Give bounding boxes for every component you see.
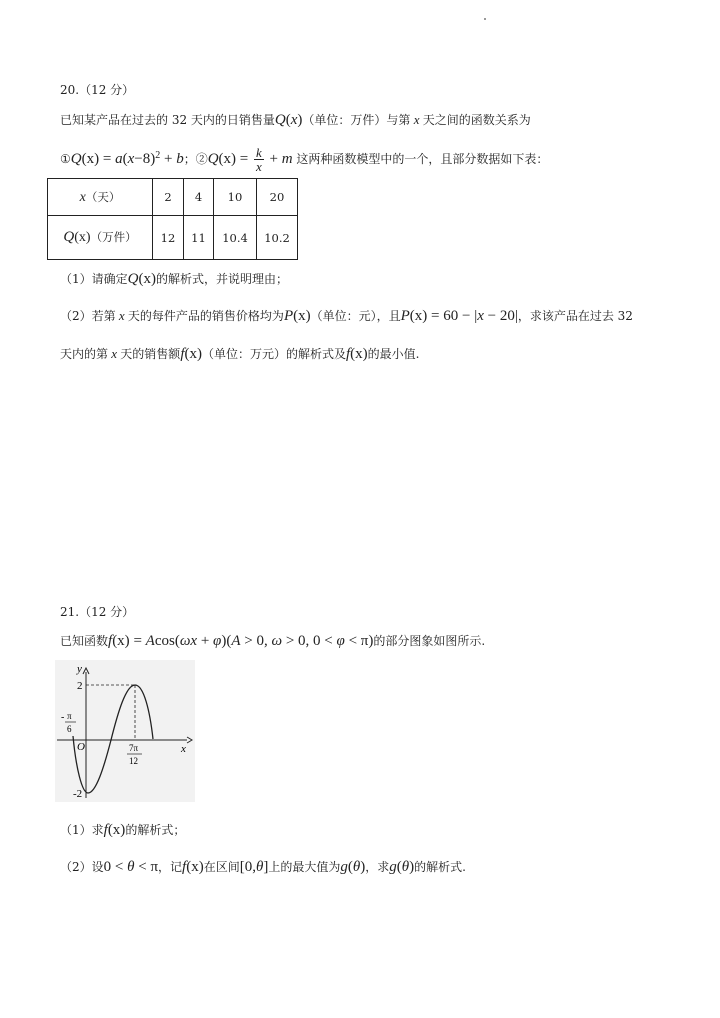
text-run: 的解析式. xyxy=(414,860,466,874)
math-cos: cos( xyxy=(154,633,180,649)
table-cell: 10.4 xyxy=(214,216,257,260)
text-run: 的部分图象如图所示. xyxy=(373,634,486,648)
math-m: m xyxy=(281,151,293,167)
right-tick-numerator: 7π xyxy=(129,743,139,753)
math-cond: 0 < xyxy=(103,859,128,875)
unit-label: （天） xyxy=(85,189,121,204)
math-Q: Q xyxy=(207,151,219,167)
table-cell: 20 xyxy=(257,179,298,216)
q20-heading: 20.（12 分） xyxy=(60,83,135,97)
math-x: x xyxy=(290,112,298,128)
q20-part1 xyxy=(60,269,288,289)
math-g: g xyxy=(340,859,348,875)
math-paren: ) xyxy=(360,859,366,875)
q20-statement-line1 xyxy=(60,110,531,130)
circled-one: ① xyxy=(60,152,71,166)
text-run: 天之间的函数关系为 xyxy=(422,113,531,127)
table-head-cell xyxy=(48,179,153,216)
math-f: f xyxy=(182,859,187,875)
math-P: P xyxy=(400,308,410,324)
table-row xyxy=(48,216,298,260)
math-arg: (x) xyxy=(112,633,130,649)
math-P: P xyxy=(283,308,294,324)
fraction-k-over-x xyxy=(254,146,264,173)
math-f: f xyxy=(108,633,113,649)
fraction-numerator: k xyxy=(256,145,262,160)
math-g: g xyxy=(389,859,397,875)
math-arg: (x) xyxy=(184,346,202,362)
math-a: a xyxy=(115,151,123,167)
q21-part2 xyxy=(60,857,466,877)
math-arg: (x) xyxy=(107,822,126,838)
math-arg: (x) xyxy=(186,859,204,875)
q21-heading: 21.（12 分） xyxy=(60,605,135,619)
math-eq: = xyxy=(129,633,146,649)
math-arg: (x) xyxy=(293,308,311,324)
math-cond: < π xyxy=(134,859,159,875)
table-cell: 11 xyxy=(184,216,214,260)
math-paren: ( xyxy=(285,112,291,128)
circled-two: ；② xyxy=(183,152,208,166)
min-value-label: -2 xyxy=(73,788,83,800)
math-arg: (x) xyxy=(218,151,237,167)
q20-models-line xyxy=(60,146,548,173)
math-interval: ] xyxy=(263,859,269,875)
math-theta: θ xyxy=(127,859,135,875)
math-A: A xyxy=(145,633,155,649)
math-x: x xyxy=(79,189,86,205)
math-eq: = xyxy=(236,151,253,167)
text-run: ，求 xyxy=(365,860,390,874)
left-tick-denominator: 6 xyxy=(67,724,72,734)
math-f: f xyxy=(180,346,185,362)
math-omega-x: ωx xyxy=(179,633,198,649)
math-A: A xyxy=(231,633,241,649)
math-f: f xyxy=(103,822,108,838)
math-paren: ) xyxy=(297,112,303,128)
text-run: （单位：万元）的解析式及 xyxy=(201,347,346,361)
text-run: 的最小值. xyxy=(367,347,420,361)
table-cell: 10.2 xyxy=(257,216,298,260)
math-paren: ) xyxy=(409,859,415,875)
table-cell: 2 xyxy=(153,179,184,216)
text-run: 天内的第 xyxy=(60,347,109,361)
math-phi: φ xyxy=(336,633,345,649)
scan-dot xyxy=(484,18,486,20)
math-omega: ω xyxy=(271,633,283,649)
math-f: f xyxy=(346,346,351,362)
math-Q: Q xyxy=(274,112,286,128)
fraction-denominator: x xyxy=(256,159,262,174)
math-x: x xyxy=(108,346,121,361)
text-run: ，求该产品在过去 32 xyxy=(517,309,633,323)
text-run: （2）设 xyxy=(60,860,104,874)
math-x: x xyxy=(127,151,135,167)
max-value-label: 2 xyxy=(77,680,83,692)
text-run: 天的销售额 xyxy=(120,347,181,361)
math-x: x xyxy=(115,308,128,323)
math-paren: ( xyxy=(347,859,353,875)
math-x: x xyxy=(477,308,484,324)
left-tick-sign: - xyxy=(61,712,65,723)
text-run: 的解析式； xyxy=(125,823,186,837)
q20-part2-line2 xyxy=(60,344,420,364)
math-Q: Q xyxy=(127,271,139,287)
math-plus: + xyxy=(160,151,177,167)
math-plus: + xyxy=(197,633,214,649)
text-run: ，记 xyxy=(158,860,183,874)
left-tick-numerator: π xyxy=(67,711,72,721)
math-interval: [0, xyxy=(239,859,256,875)
table-head-cell xyxy=(48,216,153,260)
text-run: 已知函数 xyxy=(60,634,109,648)
math-paren: ( xyxy=(122,151,128,167)
graph-background xyxy=(55,660,195,802)
math-arg: (x) xyxy=(138,271,156,287)
text-run: 天的每件产品的销售价格均为 xyxy=(127,309,284,323)
math-cond: > 0, 0 < xyxy=(282,633,337,649)
math-expr: = 60 − | xyxy=(427,308,478,324)
y-axis-label: y xyxy=(77,663,82,675)
table-cell: 4 xyxy=(184,179,214,216)
text-run: （1）请确定 xyxy=(60,272,128,286)
math-exponent: 2 xyxy=(155,150,161,161)
text-run: （1）求 xyxy=(60,823,104,837)
right-tick-denominator: 12 xyxy=(129,756,138,766)
table-row xyxy=(48,179,298,216)
math-arg: (x) xyxy=(350,346,368,362)
table-cell: 10 xyxy=(214,179,257,216)
math-theta: θ xyxy=(255,859,264,875)
text-run: （单位：万件）与第 xyxy=(302,113,411,127)
q21-part1 xyxy=(60,820,185,840)
math-cond: > 0, xyxy=(240,633,272,649)
math-plus: + xyxy=(265,151,282,167)
math-theta: θ xyxy=(352,859,361,875)
text-run: （2）若第 xyxy=(60,309,116,323)
q20-data-table xyxy=(47,178,298,260)
math-paren: )( xyxy=(221,633,232,649)
text-run: 的解析式，并说明理由； xyxy=(155,272,288,286)
text-run: 这两种函数模型中的一个，且部分数据如下表： xyxy=(292,152,549,166)
math-b: b xyxy=(176,151,184,167)
text-run: 在区间 xyxy=(203,860,240,874)
math-arg: (x) xyxy=(81,151,100,167)
math-expr: − 20| xyxy=(483,308,518,324)
text-run: 已知某产品在过去的 32 天内的日销售量 xyxy=(60,113,275,127)
q21-statement xyxy=(60,631,485,651)
math-arg: (x) xyxy=(74,230,91,245)
unit-label: （万件） xyxy=(90,230,137,244)
origin-label: O xyxy=(77,741,85,753)
math-arg: (x) xyxy=(409,308,428,324)
math-phi: φ xyxy=(213,633,222,649)
math-cond: < π) xyxy=(344,633,374,649)
math-paren: ( xyxy=(396,859,402,875)
text-run: （单位：元），且 xyxy=(310,309,401,323)
math-Q: Q xyxy=(70,151,82,167)
x-axis-label: x xyxy=(181,743,186,755)
math-Q: Q xyxy=(63,229,75,245)
math-term: −8) xyxy=(134,151,156,167)
q21-cosine-graph xyxy=(55,660,195,802)
math-theta: θ xyxy=(401,859,410,875)
text-run: 上的最大值为 xyxy=(268,860,341,874)
table-cell: 12 xyxy=(153,216,184,260)
math-eq: = xyxy=(99,151,116,167)
q20-part2-line1 xyxy=(60,306,633,326)
math-x: x xyxy=(410,112,423,127)
